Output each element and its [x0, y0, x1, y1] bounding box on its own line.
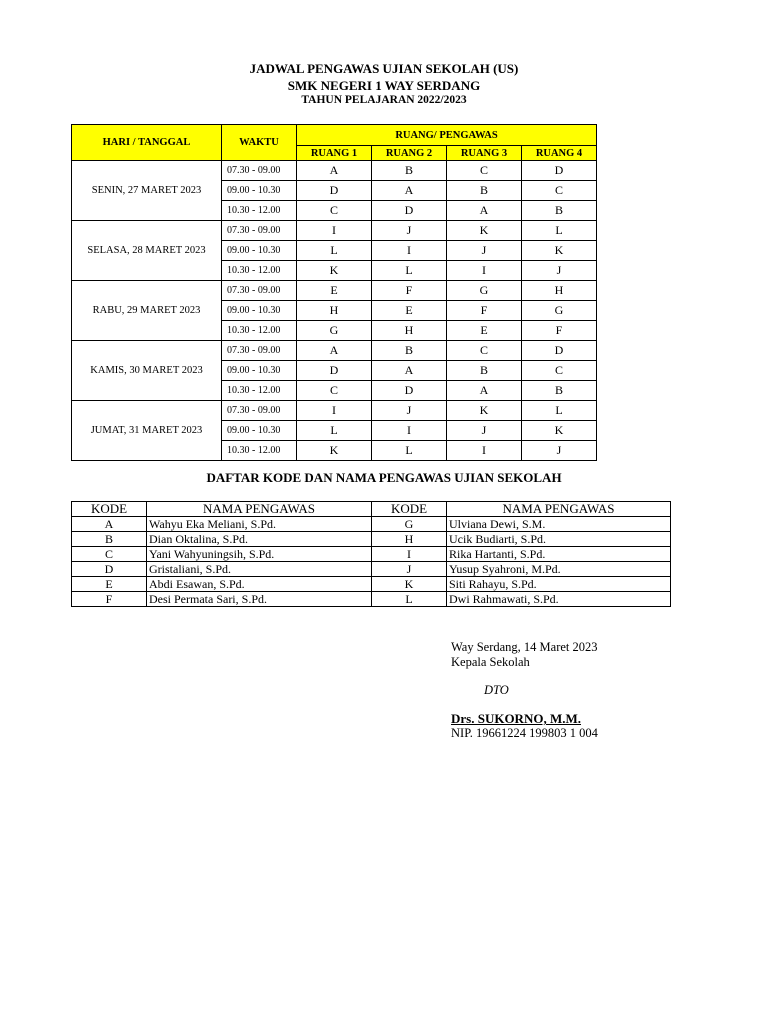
room-3-code-cell: A [447, 201, 522, 221]
room-4-code-cell: C [522, 361, 597, 381]
proctor-name-cell: Dian Oktalina, S.Pd. [147, 532, 372, 547]
room-3-code-cell: G [447, 281, 522, 301]
column-header-time: WAKTU [222, 125, 297, 161]
day-cell: SELASA, 28 MARET 2023 [72, 221, 222, 281]
time-cell: 07.30 - 09.00 [222, 161, 297, 181]
room-1-code-cell: K [297, 261, 372, 281]
column-header-room-4: RUANG 4 [522, 146, 597, 161]
room-1-code-cell: D [297, 181, 372, 201]
room-4-code-cell: F [522, 321, 597, 341]
time-cell: 07.30 - 09.00 [222, 221, 297, 241]
time-cell: 09.00 - 10.30 [222, 301, 297, 321]
day-cell: KAMIS, 30 MARET 2023 [72, 341, 222, 401]
time-cell: 09.00 - 10.30 [222, 361, 297, 381]
signature-name: Drs. SUKORNO, M.M. [451, 711, 581, 726]
room-1-code-cell: C [297, 201, 372, 221]
proctor-code-cell: I [372, 547, 447, 562]
room-1-code-cell: K [297, 441, 372, 461]
room-3-code-cell: J [447, 241, 522, 261]
proctor-name-cell: Rika Hartanti, S.Pd. [447, 547, 671, 562]
proctor-name-cell: Dwi Rahmawati, S.Pd. [447, 592, 671, 607]
room-4-code-cell: L [522, 221, 597, 241]
proctor-code-cell: A [72, 517, 147, 532]
room-3-code-cell: A [447, 381, 522, 401]
room-3-code-cell: B [447, 181, 522, 201]
room-3-code-cell: F [447, 301, 522, 321]
room-4-code-cell: G [522, 301, 597, 321]
time-cell: 10.30 - 12.00 [222, 261, 297, 281]
room-2-code-cell: F [372, 281, 447, 301]
column-header-day: HARI / TANGGAL [72, 125, 222, 161]
proctor-code-cell: E [72, 577, 147, 592]
room-2-code-cell: A [372, 361, 447, 381]
day-cell: JUMAT, 31 MARET 2023 [72, 401, 222, 461]
column-header-code-right: KODE [372, 502, 447, 517]
column-header-rooms: RUANG/ PENGAWAS [297, 125, 597, 146]
proctor-code-cell: K [372, 577, 447, 592]
room-3-code-cell: I [447, 441, 522, 461]
room-4-code-cell: K [522, 241, 597, 261]
proctor-code-cell: G [372, 517, 447, 532]
room-1-code-cell: L [297, 241, 372, 261]
room-2-code-cell: L [372, 441, 447, 461]
proctor-code-cell: F [72, 592, 147, 607]
column-header-room-3: RUANG 3 [447, 146, 522, 161]
time-cell: 09.00 - 10.30 [222, 181, 297, 201]
time-cell: 09.00 - 10.30 [222, 421, 297, 441]
room-3-code-cell: J [447, 421, 522, 441]
schedule-table [71, 124, 597, 461]
proctor-name-cell: Yani Wahyuningsih, S.Pd. [147, 547, 372, 562]
proctor-name-cell: Abdi Esawan, S.Pd. [147, 577, 372, 592]
proctor-name-cell: Yusup Syahroni, M.Pd. [447, 562, 671, 577]
time-cell: 10.30 - 12.00 [222, 321, 297, 341]
school-name: SMK NEGERI 1 WAY SERDANG [287, 78, 481, 93]
proctor-code-cell: H [372, 532, 447, 547]
signature-mark: DTO [484, 683, 509, 697]
proctor-name-cell: Siti Rahayu, S.Pd. [447, 577, 671, 592]
proctor-code-body [72, 517, 671, 607]
academic-year: TAHUN PELAJARAN 2022/2023 [301, 94, 467, 106]
room-1-code-cell: G [297, 321, 372, 341]
proctor-code-table [71, 501, 671, 607]
time-cell: 10.30 - 12.00 [222, 201, 297, 221]
room-3-code-cell: K [447, 221, 522, 241]
proctor-name-cell: Wahyu Eka Meliani, S.Pd. [147, 517, 372, 532]
room-1-code-cell: I [297, 401, 372, 421]
room-1-code-cell: C [297, 381, 372, 401]
room-4-code-cell: J [522, 441, 597, 461]
document-title: JADWAL PENGAWAS UJIAN SEKOLAH (US) [249, 61, 519, 76]
room-2-code-cell: J [372, 221, 447, 241]
time-cell: 07.30 - 09.00 [222, 341, 297, 361]
room-4-code-cell: K [522, 421, 597, 441]
schedule-row [72, 221, 597, 241]
time-cell: 09.00 - 10.30 [222, 241, 297, 261]
proctor-code-cell: B [72, 532, 147, 547]
room-3-code-cell: K [447, 401, 522, 421]
room-3-code-cell: E [447, 321, 522, 341]
schedule-row [72, 281, 597, 301]
column-header-room-2: RUANG 2 [372, 146, 447, 161]
room-1-code-cell: E [297, 281, 372, 301]
room-1-code-cell: I [297, 221, 372, 241]
room-1-code-cell: H [297, 301, 372, 321]
room-4-code-cell: C [522, 181, 597, 201]
proctor-code-cell: J [372, 562, 447, 577]
proctor-code-cell: D [72, 562, 147, 577]
room-3-code-cell: C [447, 161, 522, 181]
room-1-code-cell: A [297, 341, 372, 361]
proctor-row [72, 547, 671, 562]
room-2-code-cell: H [372, 321, 447, 341]
room-4-code-cell: D [522, 161, 597, 181]
proctor-row [72, 577, 671, 592]
room-2-code-cell: E [372, 301, 447, 321]
signature-place-date: Way Serdang, 14 Maret 2023 [451, 640, 598, 654]
room-2-code-cell: L [372, 261, 447, 281]
room-1-code-cell: D [297, 361, 372, 381]
room-3-code-cell: B [447, 361, 522, 381]
proctor-row [72, 517, 671, 532]
proctor-name-cell: Gristaliani, S.Pd. [147, 562, 372, 577]
room-4-code-cell: D [522, 341, 597, 361]
room-4-code-cell: B [522, 201, 597, 221]
time-cell: 10.30 - 12.00 [222, 381, 297, 401]
column-header-name-right: NAMA PENGAWAS [447, 502, 671, 517]
proctor-code-cell: L [372, 592, 447, 607]
room-4-code-cell: J [522, 261, 597, 281]
proctor-name-cell: Desi Permata Sari, S.Pd. [147, 592, 372, 607]
time-cell: 07.30 - 09.00 [222, 401, 297, 421]
room-2-code-cell: D [372, 201, 447, 221]
schedule-row [72, 401, 597, 421]
schedule-row [72, 161, 597, 181]
day-cell: SENIN, 27 MARET 2023 [72, 161, 222, 221]
proctor-name-cell: Ucik Budiarti, S.Pd. [447, 532, 671, 547]
room-4-code-cell: B [522, 381, 597, 401]
proctor-row [72, 562, 671, 577]
column-header-room-1: RUANG 1 [297, 146, 372, 161]
room-2-code-cell: D [372, 381, 447, 401]
room-3-code-cell: C [447, 341, 522, 361]
day-cell: RABU, 29 MARET 2023 [72, 281, 222, 341]
room-1-code-cell: A [297, 161, 372, 181]
signature-nip: NIP. 19661224 199803 1 004 [451, 726, 598, 740]
schedule-row [72, 341, 597, 361]
time-cell: 07.30 - 09.00 [222, 281, 297, 301]
proctor-code-cell: C [72, 547, 147, 562]
column-header-code-left: KODE [72, 502, 147, 517]
time-cell: 10.30 - 12.00 [222, 441, 297, 461]
column-header-name-left: NAMA PENGAWAS [147, 502, 372, 517]
room-3-code-cell: I [447, 261, 522, 281]
room-4-code-cell: L [522, 401, 597, 421]
schedule-body [72, 161, 597, 461]
signature-role: Kepala Sekolah [451, 655, 530, 669]
room-2-code-cell: B [372, 341, 447, 361]
proctor-row [72, 592, 671, 607]
room-2-code-cell: J [372, 401, 447, 421]
room-2-code-cell: B [372, 161, 447, 181]
room-2-code-cell: I [372, 421, 447, 441]
proctor-row [72, 532, 671, 547]
room-2-code-cell: I [372, 241, 447, 261]
room-2-code-cell: A [372, 181, 447, 201]
proctor-name-cell: Ulviana Dewi, S.M. [447, 517, 671, 532]
list-title: DAFTAR KODE DAN NAMA PENGAWAS UJIAN SEKOLAH [206, 470, 562, 485]
room-1-code-cell: L [297, 421, 372, 441]
room-4-code-cell: H [522, 281, 597, 301]
